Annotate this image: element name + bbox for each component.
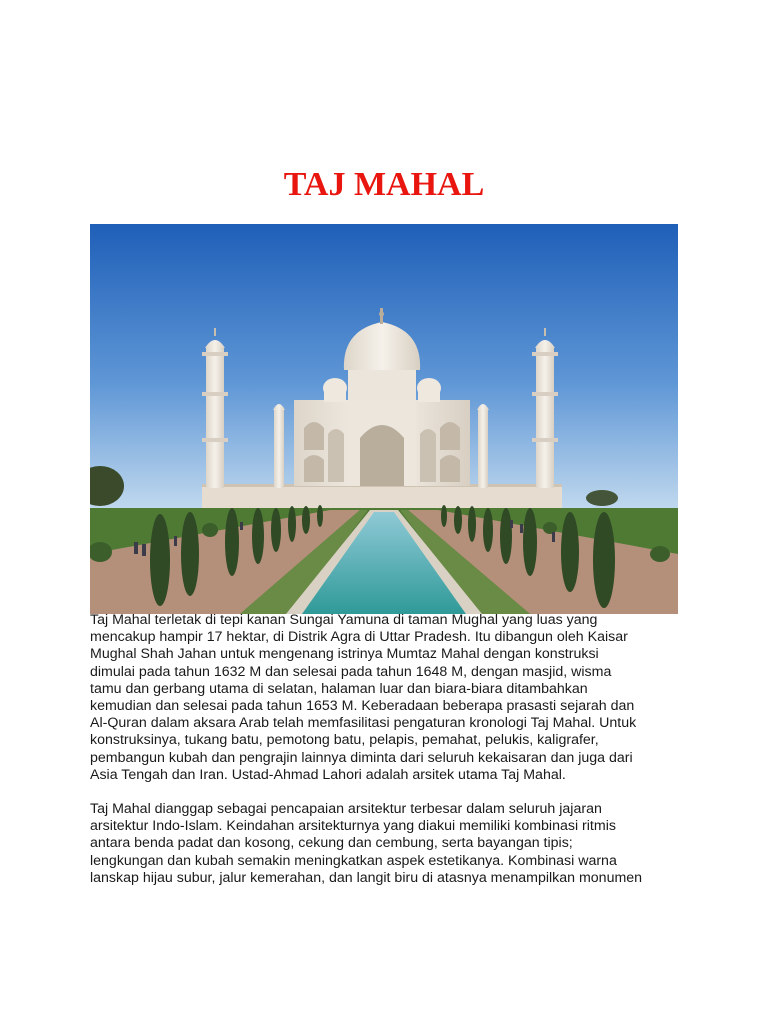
- body-text: [90, 612, 682, 904]
- tree-right: [586, 490, 618, 506]
- central-arch: [360, 425, 404, 486]
- chhatri-left: [323, 378, 347, 402]
- paragraph-2: Taj Mahal dianggap sebagai pencapaian arsitektur terbesar dalam seluruh jajaran arsitektur Indo-Islam. Keindahan arsitekturnya yang diakui memiliki kombinasi ritmis antara benda padat dan kosong, cekung dan cembung, serta bayangan tipis; lengkungan dan kubah semakin meningkatkan aspek estetikanya. Kombinasi warna lanskap hijau subur, jalur kemerahan, dan langit biru di atasnya menampilkan monumen: [90, 801, 643, 886]
- chhatri-right: [417, 378, 441, 402]
- document-title: TAJ MAHAL: [283, 166, 485, 203]
- taj-mahal-photo: [90, 224, 678, 614]
- minaret-right-inner: [477, 404, 489, 488]
- paragraph-1: Taj Mahal terletak di tepi kanan Sungai Yamuna di taman Mughal yang luas yang mencakup hampir 17 hektar, di Distrik Agra di Uttar Pradesh. Itu dibangun oleh Kaisar Mughal Shah Jahan untuk mengenang istrinya Mumtaz Mahal dengan konstruksi dimulai pada tahun 1632 M dan selesai pada tahun 1648 M, dengan masjid, wisma tamu dan gerbang utama di selatan, halaman luar dan biara-biara ditambahkan kemudian dan selesai pada tahun 1653 M. Keberadaan beberapa prasasti sejarah dan Al-Quran dalam aksara Arab telah memfasilitasi pengaturan kronologi Taj Mahal. Untuk konstruksinya, tukang batu, pemotong batu, pelapis, pemahat, pelukis, kaligrafer, pembangun kubah dan pengrajin lainnya diminta dari seluruh kekaisaran dan juga dari Asia Tengah dan Iran. Ustad-Ahmad Lahori adalah arsitek utama Taj Mahal.: [90, 612, 637, 783]
- minaret-left-inner: [273, 404, 285, 488]
- plinth: [202, 486, 562, 508]
